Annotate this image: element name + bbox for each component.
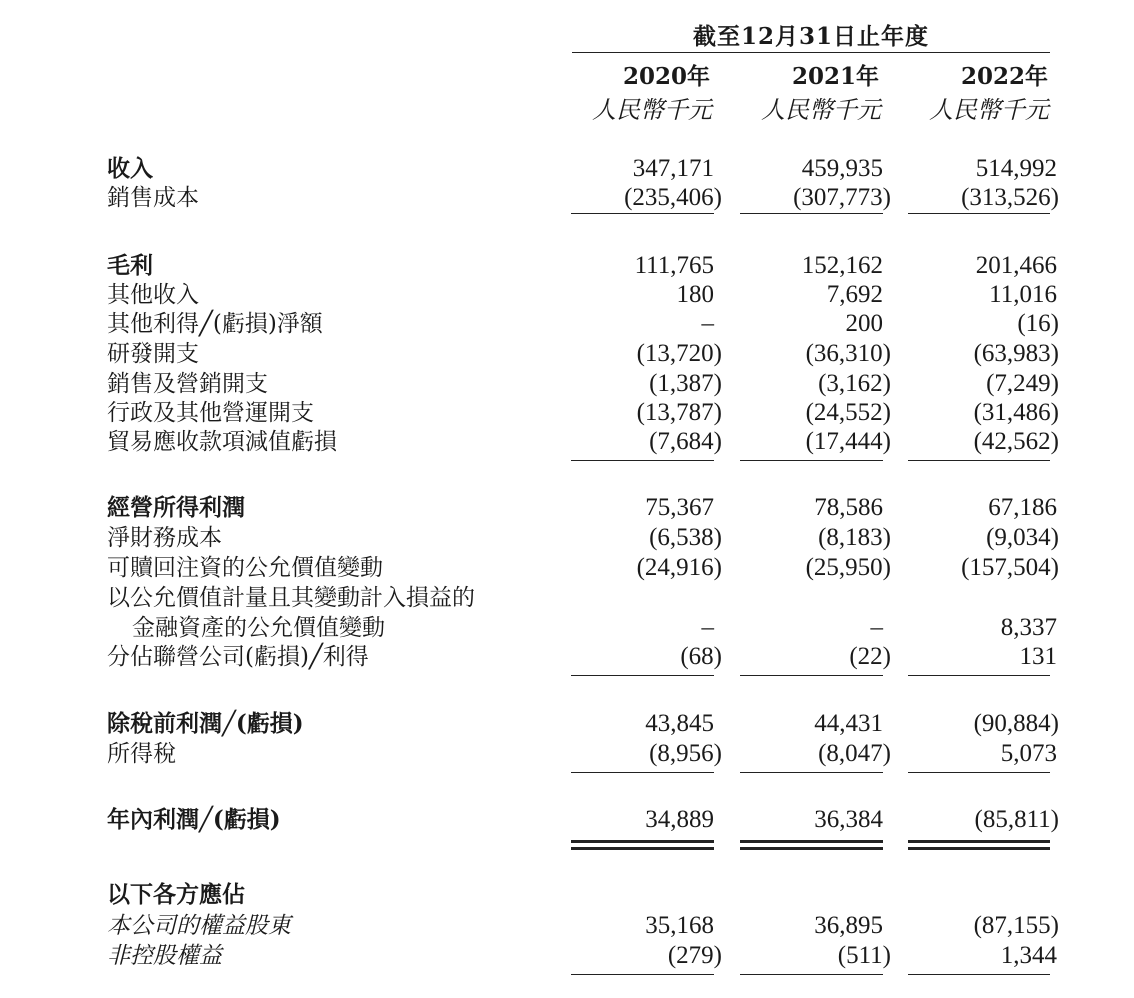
- row-label: 以公允價值計量且其變動計入損益的: [107, 585, 475, 611]
- cell-value-2022: 1,344: [1000, 942, 1057, 969]
- subtotal-rule: [571, 772, 714, 773]
- cell-value-2022: (31,486): [973, 399, 1059, 426]
- cell-value-2021: (8,183): [818, 524, 891, 551]
- table-row: [0, 806, 1134, 836]
- column-unit-2021: 人民幣千元: [761, 96, 881, 124]
- subtotal-rule: [740, 675, 883, 676]
- subtotal-rule: [908, 213, 1050, 214]
- subtotal-rule: [740, 974, 883, 975]
- cell-value-2021: 36,895: [814, 912, 883, 939]
- cell-value-2021: (8,047): [818, 740, 891, 767]
- table-row: [0, 370, 1134, 400]
- row-label: 其他收入: [107, 282, 199, 308]
- cell-value-2022: (16): [1017, 310, 1059, 337]
- cell-value-2021: 78,586: [814, 494, 883, 521]
- cell-value-2020: (6,538): [649, 524, 722, 551]
- cell-value-2022: (85,811): [974, 806, 1059, 833]
- cell-value-2021: 44,431: [814, 710, 883, 737]
- cell-value-2020: –: [701, 614, 714, 641]
- row-label: 分佔聯營公司(虧損)╱利得: [107, 644, 369, 670]
- total-double-rule: [571, 840, 714, 850]
- cell-value-2020: (8,956): [649, 740, 722, 767]
- subtotal-rule: [908, 460, 1050, 461]
- row-label: 年內利潤╱(虧損): [107, 806, 281, 833]
- row-label: 除稅前利潤╱(虧損): [107, 710, 304, 737]
- subtotal-rule: [571, 460, 714, 461]
- cell-value-2021: 7,692: [826, 281, 883, 308]
- row-label: 研發開支: [107, 341, 199, 367]
- subtotal-rule: [740, 213, 883, 214]
- cell-value-2020: (13,720): [636, 340, 722, 367]
- table-row: [0, 340, 1134, 370]
- cell-value-2021: (511): [837, 942, 891, 969]
- row-label: 以下各方應佔: [107, 881, 245, 908]
- table-row: [0, 912, 1134, 942]
- table-row: [0, 710, 1134, 740]
- cell-value-2021: (24,552): [805, 399, 891, 426]
- cell-value-2020: (7,684): [649, 428, 722, 455]
- subtotal-rule: [740, 772, 883, 773]
- cell-value-2022: 514,992: [975, 155, 1057, 182]
- table-row: [0, 281, 1134, 311]
- table-row: [0, 155, 1134, 185]
- subtotal-rule: [571, 213, 714, 214]
- cell-value-2020: 347,171: [632, 155, 714, 182]
- row-label: 其他利得╱(虧損)淨額: [107, 311, 323, 337]
- row-label: 淨財務成本: [107, 525, 222, 551]
- cell-value-2021: 459,935: [801, 155, 883, 182]
- cell-value-2021: (22): [849, 643, 891, 670]
- subtotal-rule: [908, 974, 1050, 975]
- table-row: [0, 494, 1134, 524]
- column-unit-2022: 人民幣千元: [929, 96, 1049, 124]
- row-label: 經營所得利潤: [107, 494, 245, 521]
- subtotal-rule: [908, 675, 1050, 676]
- row-label: 可贖回注資的公允價值變動: [107, 555, 383, 581]
- cell-value-2021: 200: [845, 310, 883, 337]
- cell-value-2021: (307,773): [793, 184, 891, 211]
- cell-value-2022: 67,186: [988, 494, 1057, 521]
- cell-value-2020: (13,787): [636, 399, 722, 426]
- cell-value-2020: 75,367: [645, 494, 714, 521]
- cell-value-2022: (87,155): [973, 912, 1059, 939]
- table-row: [0, 184, 1134, 214]
- subtotal-rule: [740, 460, 883, 461]
- row-label: 金融資產的公允價值變動: [132, 615, 385, 641]
- cell-value-2020: 34,889: [645, 806, 714, 833]
- table-row: [0, 614, 1134, 644]
- cell-value-2021: 152,162: [801, 252, 883, 279]
- cell-value-2022: (63,983): [973, 340, 1059, 367]
- table-row: [0, 399, 1134, 429]
- table-row: [0, 942, 1134, 972]
- table-row: [0, 584, 1134, 614]
- table-row: [0, 524, 1134, 554]
- cell-value-2022: (7,249): [986, 370, 1059, 397]
- row-label: 銷售及營銷開支: [107, 371, 268, 397]
- row-label: 貿易應收款項減值虧損: [107, 429, 337, 455]
- cell-value-2020: (24,916): [636, 554, 722, 581]
- table-row: [0, 643, 1134, 673]
- row-label: 所得稅: [107, 741, 176, 767]
- cell-value-2022: 131: [1019, 643, 1057, 670]
- cell-value-2021: (25,950): [805, 554, 891, 581]
- row-label: 非控股權益: [107, 943, 222, 969]
- cell-value-2020: (1,387): [649, 370, 722, 397]
- row-label: 銷售成本: [107, 185, 199, 211]
- row-label: 本公司的權益股東: [107, 913, 291, 939]
- row-label: 行政及其他營運開支: [107, 400, 314, 426]
- period-header: 截至12月31日止年度: [692, 23, 929, 50]
- total-double-rule: [740, 840, 883, 850]
- cell-value-2022: 11,016: [989, 281, 1057, 308]
- cell-value-2021: (17,444): [805, 428, 891, 455]
- cell-value-2020: (279): [667, 942, 722, 969]
- cell-value-2020: –: [701, 310, 714, 337]
- cell-value-2022: (9,034): [986, 524, 1059, 551]
- subtotal-rule: [571, 974, 714, 975]
- cell-value-2022: (157,504): [961, 554, 1059, 581]
- cell-value-2020: (235,406): [624, 184, 722, 211]
- table-row: [0, 881, 1134, 911]
- cell-value-2021: (3,162): [818, 370, 891, 397]
- cell-value-2020: 180: [676, 281, 714, 308]
- cell-value-2020: 111,765: [634, 252, 714, 279]
- column-year-2021: 2021年: [791, 63, 879, 90]
- total-double-rule: [908, 840, 1050, 850]
- cell-value-2021: 36,384: [814, 806, 883, 833]
- subtotal-rule: [571, 675, 714, 676]
- cell-value-2020: (68): [680, 643, 722, 670]
- cell-value-2021: –: [870, 614, 883, 641]
- cell-value-2022: (313,526): [961, 184, 1059, 211]
- column-year-2022: 2022年: [960, 63, 1048, 90]
- cell-value-2020: 35,168: [645, 912, 714, 939]
- period-rule: [572, 52, 1050, 53]
- table-row: [0, 554, 1134, 584]
- row-label: 收入: [107, 155, 153, 182]
- cell-value-2021: (36,310): [805, 340, 891, 367]
- cell-value-2022: (42,562): [973, 428, 1059, 455]
- column-unit-2020: 人民幣千元: [592, 96, 712, 124]
- table-row: [0, 310, 1134, 340]
- table-row: [0, 428, 1134, 458]
- cell-value-2022: 8,337: [1000, 614, 1057, 641]
- subtotal-rule: [908, 772, 1050, 773]
- cell-value-2020: 43,845: [645, 710, 714, 737]
- cell-value-2022: 201,466: [975, 252, 1057, 279]
- column-year-2020: 2020年: [622, 63, 710, 90]
- row-label: 毛利: [107, 252, 153, 279]
- table-row: [0, 252, 1134, 282]
- cell-value-2022: (90,884): [973, 710, 1059, 737]
- cell-value-2022: 5,073: [1000, 740, 1057, 767]
- table-row: [0, 740, 1134, 770]
